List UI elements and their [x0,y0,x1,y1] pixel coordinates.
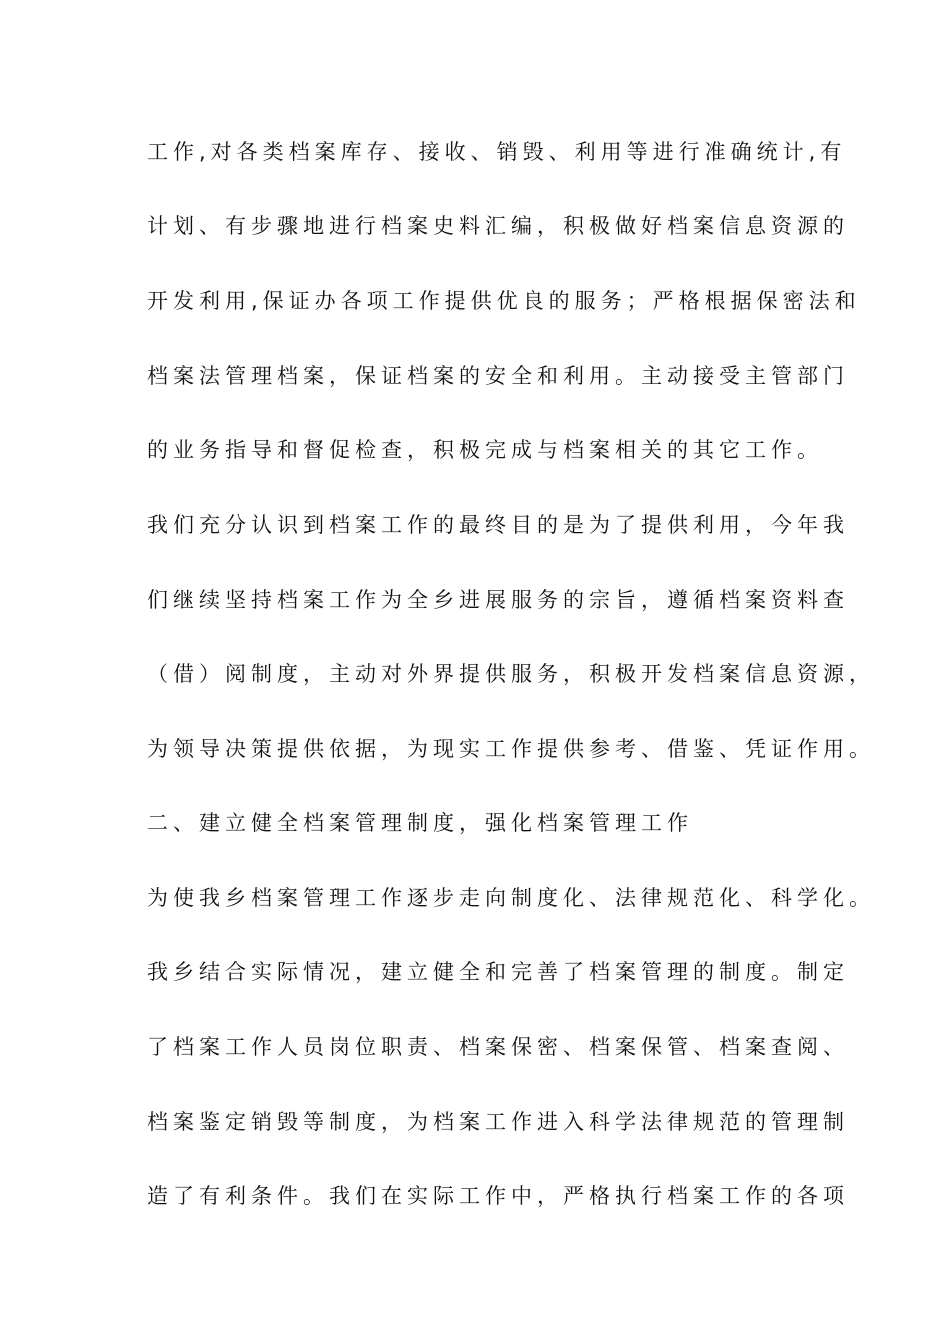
section-heading: 二、建立健全档案管理制度，强化档案管理工作 [147,811,693,835]
text-line-12: 我乡结合实际情况，建立健全和完善了档案管理的制度。制定 [147,960,849,984]
text-line-5: 的业务指导和督促检查，积极完成与档案相关的其它工作。 [147,438,823,462]
text-line-9: 为领导决策提供依据，为现实工作提供参考、借鉴、凭证作用。 [147,737,875,761]
text-line-3: 开发利用,保证办各项工作提供优良的服务；严格根据保密法和 [147,289,861,313]
text-line-1: 工作,对各类档案库存、接收、销毁、利用等进行准确统计,有 [147,140,847,164]
text-line-13: 了档案工作人员岗位职责、档案保密、档案保管、档案查阅、 [147,1035,849,1059]
text-line-11: 为使我乡档案管理工作逐步走向制度化、法律规范化、科学化。 [147,886,875,910]
text-line-4: 档案法管理档案，保证档案的安全和利用。主动接受主管部门 [147,364,849,388]
text-line-7: 们继续坚持档案工作为全乡进展服务的宗旨，遵循档案资料查 [147,588,849,612]
text-line-2: 计划、有步骤地进行档案史料汇编，积极做好档案信息资源的 [147,214,849,238]
text-line-6: 我们充分认识到档案工作的最终目的是为了提供利用，今年我 [147,513,849,537]
text-line-8: （借）阅制度，主动对外界提供服务，积极开发档案信息资源， [147,662,875,686]
text-line-14: 档案鉴定销毁等制度，为档案工作进入科学法律规范的管理制 [147,1110,849,1134]
text-line-15: 造了有利条件。我们在实际工作中，严格执行档案工作的各项 [147,1184,849,1208]
